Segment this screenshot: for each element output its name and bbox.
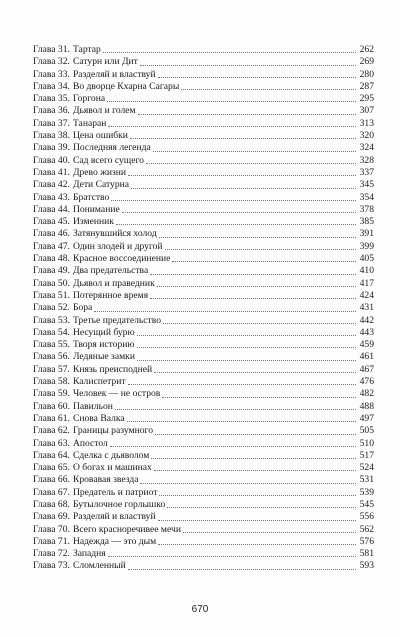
chapter-title: Разделяй и властвуй xyxy=(72,511,156,523)
chapter-title: Братство xyxy=(72,191,110,203)
chapter-page-number: 476 xyxy=(359,376,374,388)
toc-entry xyxy=(33,130,374,142)
dot-leader xyxy=(108,126,356,127)
chapter-title: Несущий бурю xyxy=(72,326,135,338)
chapter-page-number: 581 xyxy=(359,548,374,560)
chapter-title: Снова Валка xyxy=(72,412,125,424)
chapter-title: Кровавая звезда xyxy=(72,474,139,486)
toc-entry xyxy=(33,265,374,277)
dot-leader xyxy=(128,175,356,176)
chapter-page-number: 378 xyxy=(359,203,374,215)
chapter-title: Человек — не остров xyxy=(72,388,161,400)
chapter-title: Сад всего сущего xyxy=(72,154,144,166)
chapter-page-number: 328 xyxy=(359,154,374,166)
chapter-number: Глава 66. xyxy=(33,474,70,486)
chapter-page-number: 505 xyxy=(359,425,374,437)
chapter-number: Глава 42. xyxy=(33,179,70,191)
toc-entry xyxy=(33,536,374,548)
chapter-page-number: 556 xyxy=(359,511,374,523)
chapter-number: Глава 40. xyxy=(33,154,70,166)
dot-leader xyxy=(155,434,356,435)
chapter-title: Потерянное время xyxy=(72,289,149,301)
chapter-title: Творя историю xyxy=(72,339,135,351)
toc-entry xyxy=(33,560,374,572)
chapter-title: О богах и машинах xyxy=(72,462,152,474)
dot-leader xyxy=(137,360,356,361)
toc-entry xyxy=(33,105,374,117)
chapter-number: Глава 62. xyxy=(33,425,70,437)
dot-leader xyxy=(159,495,356,496)
chapter-page-number: 431 xyxy=(359,302,374,314)
chapter-title: Павильон xyxy=(72,400,113,412)
chapter-number: Глава 50. xyxy=(33,277,70,289)
toc-entry xyxy=(33,450,374,462)
dot-leader xyxy=(165,249,356,250)
chapter-page-number: 405 xyxy=(359,253,374,265)
chapter-number: Глава 51. xyxy=(33,289,70,301)
chapter-title: Танаран xyxy=(72,117,107,129)
toc-entry xyxy=(33,179,374,191)
chapter-number: Глава 32. xyxy=(33,56,70,68)
chapter-title: Дети Сатурна xyxy=(72,179,130,191)
dot-leader xyxy=(128,384,356,385)
toc-entry xyxy=(33,69,374,81)
chapter-number: Глава 67. xyxy=(33,486,70,498)
chapter-title: Изменник xyxy=(72,216,114,228)
chapter-title: Красное воссоединение xyxy=(72,253,171,265)
chapter-page-number: 313 xyxy=(359,117,374,129)
chapter-number: Глава 34. xyxy=(33,80,70,92)
chapter-number: Глава 44. xyxy=(33,203,70,215)
chapter-title: Дьявол и голем xyxy=(72,105,136,117)
toc-entry xyxy=(33,315,374,327)
dot-leader xyxy=(128,569,356,570)
dot-leader xyxy=(154,372,356,373)
toc-entry xyxy=(33,167,374,179)
chapter-page-number: 524 xyxy=(359,462,374,474)
chapter-title: Западня xyxy=(72,548,106,560)
chapter-page-number: 410 xyxy=(359,265,374,277)
chapter-page-number: 443 xyxy=(359,326,374,338)
dot-leader xyxy=(138,114,356,115)
dot-leader xyxy=(183,532,356,533)
chapter-page-number: 391 xyxy=(359,228,374,240)
chapter-title: Последняя легенда xyxy=(72,142,151,154)
chapter-page-number: 295 xyxy=(359,93,374,105)
chapter-number: Глава 59. xyxy=(33,388,70,400)
chapter-page-number: 280 xyxy=(359,68,374,80)
chapter-page-number: 531 xyxy=(359,474,374,486)
chapter-title: Надежда — это дым xyxy=(72,535,157,547)
chapter-number: Глава 56. xyxy=(33,351,70,363)
chapter-number: Глава 47. xyxy=(33,240,70,252)
toc-entry xyxy=(33,364,374,376)
dot-leader xyxy=(122,212,356,213)
toc-entry xyxy=(33,192,374,204)
chapter-title: Бора xyxy=(72,302,93,314)
toc-entry xyxy=(33,228,374,240)
dot-leader xyxy=(94,311,356,312)
chapter-number: Глава 45. xyxy=(33,216,70,228)
chapter-number: Глава 48. xyxy=(33,253,70,265)
chapter-page-number: 562 xyxy=(359,523,374,535)
toc-entry xyxy=(33,339,374,351)
toc-entry xyxy=(33,118,374,130)
chapter-title: Тартар xyxy=(72,44,101,55)
chapter-title: Бутылочное горлышко xyxy=(72,498,166,510)
chapter-number: Глава 52. xyxy=(33,302,70,314)
chapter-number: Глава 37. xyxy=(33,117,70,129)
toc-entry xyxy=(33,290,374,302)
dot-leader xyxy=(116,224,356,225)
page-number: 670 xyxy=(191,604,209,615)
chapter-page-number: 539 xyxy=(359,486,374,498)
chapter-number: Глава 69. xyxy=(33,511,70,523)
chapter-number: Глава 35. xyxy=(33,93,70,105)
toc-entry xyxy=(33,524,374,536)
toc-entry xyxy=(33,81,374,93)
dot-leader xyxy=(163,323,356,324)
dot-leader xyxy=(130,138,356,139)
dot-leader xyxy=(159,237,356,238)
chapter-number: Глава 39. xyxy=(33,142,70,154)
dot-leader xyxy=(151,458,356,459)
dot-leader xyxy=(131,188,356,189)
chapter-title: Затянувшийся холод xyxy=(72,228,157,240)
dot-leader xyxy=(108,556,356,557)
chapter-title: Цена ошибки xyxy=(72,130,128,142)
chapter-page-number: 593 xyxy=(359,560,374,572)
toc-entry xyxy=(33,401,374,413)
toc-entry xyxy=(33,44,374,56)
dot-leader xyxy=(150,298,356,299)
toc-entry xyxy=(33,499,374,511)
chapter-page-number: 320 xyxy=(359,130,374,142)
toc-entry xyxy=(33,388,374,400)
chapter-title: Всего красноречивее мечи xyxy=(72,523,181,535)
chapter-page-number: 461 xyxy=(359,351,374,363)
dot-leader xyxy=(111,200,356,201)
chapter-page-number: 307 xyxy=(359,105,374,117)
chapter-title: Ледяные замки xyxy=(72,351,135,363)
chapter-number: Глава 71. xyxy=(33,535,70,547)
chapter-number: Глава 49. xyxy=(33,265,70,277)
chapter-title: Сломленный xyxy=(72,560,126,572)
chapter-page-number: 354 xyxy=(359,191,374,203)
chapter-page-number: 345 xyxy=(359,179,374,191)
chapter-page-number: 545 xyxy=(359,498,374,510)
dot-leader xyxy=(158,520,356,521)
toc-entry xyxy=(33,302,374,314)
dot-leader xyxy=(110,446,356,447)
chapter-number: Глава 53. xyxy=(33,314,70,326)
chapter-title: Калиспетрит xyxy=(72,376,126,388)
dot-leader xyxy=(137,347,356,348)
chapter-number: Глава 64. xyxy=(33,449,70,461)
toc-entry xyxy=(33,351,374,363)
chapter-number: Глава 31. xyxy=(33,44,70,55)
toc-entry xyxy=(33,511,374,523)
toc-entry xyxy=(33,56,374,68)
dot-leader xyxy=(181,89,356,90)
chapter-number: Глава 57. xyxy=(33,363,70,375)
toc-entry xyxy=(33,474,374,486)
dot-leader xyxy=(167,507,356,508)
chapter-title: Разделяй и властвуй xyxy=(72,68,156,80)
dot-leader xyxy=(153,151,356,152)
chapter-number: Глава 41. xyxy=(33,166,70,178)
chapter-page-number: 324 xyxy=(359,142,374,154)
dot-leader xyxy=(158,77,356,78)
chapter-number: Глава 58. xyxy=(33,376,70,388)
dot-leader xyxy=(127,421,356,422)
toc-entry xyxy=(33,438,374,450)
chapter-number: Глава 43. xyxy=(33,191,70,203)
toc-entry xyxy=(33,327,374,339)
table-of-contents xyxy=(33,44,374,573)
dot-leader xyxy=(157,286,356,287)
toc-entry xyxy=(33,376,374,388)
chapter-number: Глава 33. xyxy=(33,68,70,80)
chapter-page-number: 399 xyxy=(359,240,374,252)
dot-leader xyxy=(154,470,356,471)
chapter-title: Князь преисподней xyxy=(72,363,153,375)
chapter-page-number: 269 xyxy=(359,56,374,68)
chapter-title: Апостол xyxy=(72,437,108,449)
dot-leader xyxy=(140,483,356,484)
toc-entry xyxy=(33,241,374,253)
chapter-page-number: 467 xyxy=(359,363,374,375)
chapter-page-number: 385 xyxy=(359,216,374,228)
chapter-title: Границы разумного xyxy=(72,425,153,437)
chapter-number: Глава 36. xyxy=(33,105,70,117)
chapter-title: Сатурн или Дит xyxy=(72,56,138,68)
chapter-page-number: 517 xyxy=(359,449,374,461)
chapter-page-number: 482 xyxy=(359,388,374,400)
toc-entry xyxy=(33,216,374,228)
chapter-page-number: 459 xyxy=(359,339,374,351)
chapter-page-number: 337 xyxy=(359,166,374,178)
toc-entry xyxy=(33,487,374,499)
chapter-number: Глава 72. xyxy=(33,548,70,560)
chapter-title: Понимание xyxy=(72,203,120,215)
chapter-title: Дьявол и праведник xyxy=(72,277,155,289)
chapter-page-number: 497 xyxy=(359,412,374,424)
chapter-page-number: 424 xyxy=(359,289,374,301)
dot-leader xyxy=(150,274,356,275)
chapter-title: Третье предательство xyxy=(72,314,161,326)
chapter-number: Глава 73. xyxy=(33,560,70,572)
chapter-number: Глава 54. xyxy=(33,326,70,338)
toc-entry xyxy=(33,425,374,437)
chapter-number: Глава 70. xyxy=(33,523,70,535)
chapter-page-number: 262 xyxy=(359,44,374,55)
chapter-title: Два предательства xyxy=(72,265,149,277)
chapter-title: Один злодей и другой xyxy=(72,240,163,252)
chapter-title: Древо жизни xyxy=(72,166,127,178)
toc-entry xyxy=(33,548,374,560)
chapter-number: Глава 61. xyxy=(33,412,70,424)
dot-leader xyxy=(172,261,356,262)
chapter-title: Горгона xyxy=(72,93,106,105)
chapter-title: Предатель и патриот xyxy=(72,486,158,498)
chapter-number: Глава 68. xyxy=(33,498,70,510)
dot-leader xyxy=(158,544,356,545)
chapter-number: Глава 46. xyxy=(33,228,70,240)
chapter-number: Глава 65. xyxy=(33,462,70,474)
toc-entry xyxy=(33,155,374,167)
chapter-number: Глава 63. xyxy=(33,437,70,449)
chapter-page-number: 488 xyxy=(359,400,374,412)
chapter-number: Глава 38. xyxy=(33,130,70,142)
chapter-title: Сделка с дьяволом xyxy=(72,449,150,461)
dot-leader xyxy=(162,397,356,398)
chapter-page-number: 510 xyxy=(359,437,374,449)
toc-entry xyxy=(33,142,374,154)
dot-leader xyxy=(137,335,356,336)
chapter-title: Во дворце Кхарна Сагары xyxy=(72,80,180,92)
dot-leader xyxy=(140,65,356,66)
toc-entry xyxy=(33,413,374,425)
toc-entry xyxy=(33,204,374,216)
chapter-page-number: 417 xyxy=(359,277,374,289)
dot-leader xyxy=(115,409,356,410)
toc-entry xyxy=(33,253,374,265)
toc-entry xyxy=(33,462,374,474)
chapter-page-number: 287 xyxy=(359,80,374,92)
dot-leader xyxy=(146,163,356,164)
chapter-page-number: 442 xyxy=(359,314,374,326)
toc-entry xyxy=(33,93,374,105)
chapter-number: Глава 60. xyxy=(33,400,70,412)
dot-leader xyxy=(107,101,356,102)
chapter-page-number: 576 xyxy=(359,535,374,547)
chapter-number: Глава 55. xyxy=(33,339,70,351)
dot-leader xyxy=(103,52,356,53)
toc-entry xyxy=(33,278,374,290)
